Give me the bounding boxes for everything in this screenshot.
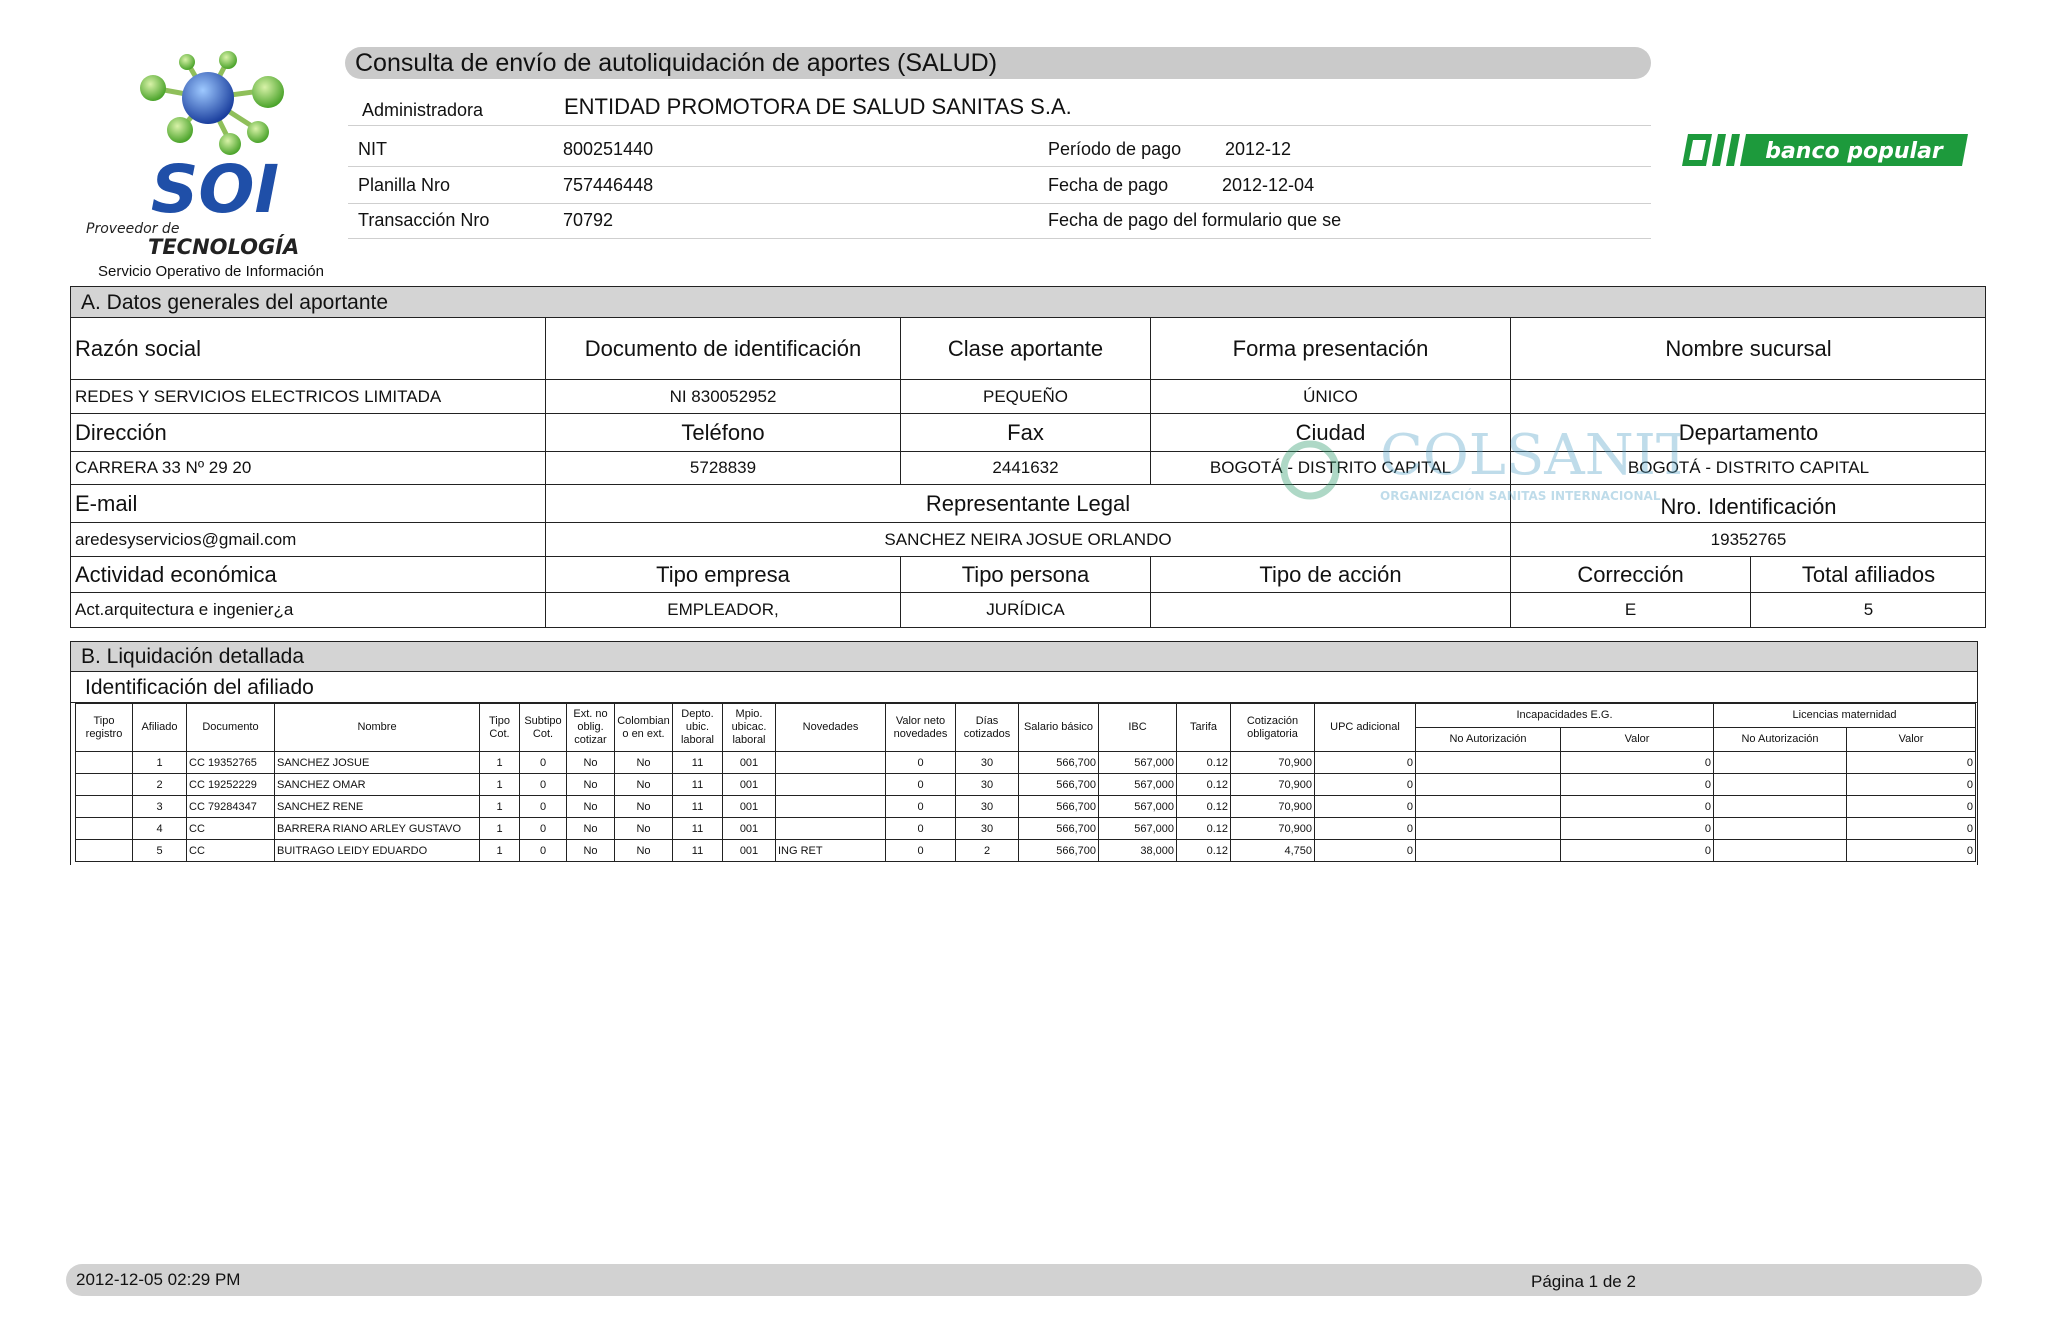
- value-nombre-sucursal: [1511, 380, 1986, 414]
- label-direccion: Dirección: [71, 414, 546, 452]
- soi-caption: Servicio Operativo de Información: [98, 263, 324, 280]
- cell-mpio: 001: [723, 818, 776, 840]
- col-afiliado: Afiliado: [133, 704, 187, 752]
- col-tarifa: Tarifa: [1177, 704, 1231, 752]
- cell-depto: 11: [673, 752, 723, 774]
- section-a-general-data: [70, 286, 1986, 628]
- cell-valor-neto: 0: [886, 774, 956, 796]
- cell-tarifa: 0.12: [1177, 818, 1231, 840]
- table-row: [76, 796, 1976, 818]
- administradora-value: ENTIDAD PROMOTORA DE SALUD SANITAS S.A.: [564, 94, 1072, 119]
- cell-valor-neto: 0: [886, 818, 956, 840]
- periodo-value: 2012-12: [1225, 139, 1292, 159]
- label-departamento: Departamento: [1511, 414, 1986, 452]
- col-tipo-registro: Tipo registro: [76, 704, 133, 752]
- cell-tarifa: 0.12: [1177, 840, 1231, 862]
- cell-ibc: 567,000: [1099, 818, 1177, 840]
- nit-value: 800251440: [563, 139, 654, 159]
- cell-subtipo-cot: 0: [520, 796, 567, 818]
- administradora-label: Administradora: [362, 100, 484, 120]
- label-clase-aportante: Clase aportante: [901, 318, 1151, 380]
- cell-tarifa: 0.12: [1177, 752, 1231, 774]
- label-nro-identificacion: Nro. Identificación: [1511, 485, 1986, 523]
- cell-lic-no-autorizacion: [1714, 840, 1847, 862]
- cell-ext-no-oblig: No: [567, 818, 615, 840]
- nit-label: NIT: [358, 139, 387, 159]
- detalle-table-body: [76, 752, 1976, 862]
- col-inc-valor: Valor: [1561, 728, 1714, 752]
- footer-page-number: Página 1 de 2: [1531, 1272, 1636, 1291]
- cell-inc-valor: 0: [1561, 818, 1714, 840]
- section-a-title: A. Datos generales del aportante: [71, 287, 1985, 318]
- cell-novedades: [776, 752, 886, 774]
- value-forma-presentacion: ÚNICO: [1151, 380, 1511, 414]
- col-ext-no-oblig: Ext. no oblig. cotizar: [567, 704, 615, 752]
- cell-upc: 0: [1315, 796, 1416, 818]
- bank-text: banco popular: [1765, 139, 1943, 164]
- value-telefono: 5728839: [546, 452, 901, 485]
- col-subtipo-cot: Subtipo Cot.: [520, 704, 567, 752]
- label-tipo-empresa: Tipo empresa: [546, 557, 901, 593]
- cell-dias: 30: [956, 796, 1019, 818]
- cell-depto: 11: [673, 840, 723, 862]
- section-b-title: B. Liquidación detallada: [71, 642, 1977, 672]
- value-direccion: CARRERA 33 Nº 29 20: [71, 452, 546, 485]
- soi-logo: [80, 50, 350, 282]
- cell-upc: 0: [1315, 752, 1416, 774]
- value-actividad-economica: Act.arquitectura e ingenier¿a: [71, 593, 546, 627]
- cell-salario: 566,700: [1019, 818, 1099, 840]
- label-nombre-sucursal: Nombre sucursal: [1511, 318, 1986, 380]
- cell-mpio: 001: [723, 796, 776, 818]
- cell-upc: 0: [1315, 818, 1416, 840]
- cell-salario: 566,700: [1019, 796, 1099, 818]
- header-row-nit: [348, 131, 1651, 167]
- cell-nombre: BARRERA RIANO ARLEY GUSTAVO: [275, 818, 480, 840]
- table-row: [76, 752, 1976, 774]
- cell-cotizacion: 70,900: [1231, 818, 1315, 840]
- cell-tipo-cot: 1: [480, 752, 520, 774]
- cell-dias: 30: [956, 774, 1019, 796]
- periodo-label: Período de pago: [1048, 139, 1182, 159]
- label-telefono: Teléfono: [546, 414, 901, 452]
- cell-tipo-cot: 1: [480, 796, 520, 818]
- cell-upc: 0: [1315, 774, 1416, 796]
- cell-ext-no-oblig: No: [567, 774, 615, 796]
- value-tipo-accion: [1151, 593, 1511, 627]
- cell-ibc: 567,000: [1099, 752, 1177, 774]
- value-clase-aportante: PEQUEÑO: [901, 380, 1151, 414]
- cell-inc-no-autorizacion: [1416, 818, 1561, 840]
- cell-inc-valor: 0: [1561, 796, 1714, 818]
- value-nro-identificacion: 19352765: [1511, 523, 1986, 557]
- value-representante-legal: SANCHEZ NEIRA JOSUE ORLANDO: [546, 523, 1511, 557]
- cell-lic-valor: 0: [1847, 840, 1976, 862]
- detalle-table: [75, 703, 1976, 862]
- cell-colombiano-ext: No: [615, 818, 673, 840]
- watermark-subtext: ORGANIZACIÓN SANITAS INTERNACIONAL: [1380, 489, 1661, 503]
- col-mpio: Mpio. ubicac. laboral: [723, 704, 776, 752]
- cell-dias: 30: [956, 752, 1019, 774]
- cell-tipo-registro: [76, 774, 133, 796]
- value-total-afiliados: 5: [1863, 600, 1874, 619]
- cell-depto: 11: [673, 818, 723, 840]
- cell-ibc: 38,000: [1099, 840, 1177, 862]
- fecha-form-label: Fecha de pago del formulario que se: [1048, 210, 1342, 230]
- section-b-subtitle: Identificación del afiliado: [71, 672, 1977, 703]
- cell-dias: 30: [956, 818, 1019, 840]
- cell-inc-valor: 0: [1561, 752, 1714, 774]
- cell-ext-no-oblig: No: [567, 840, 615, 862]
- col-inc-no-autorizacion: No Autorización: [1416, 728, 1561, 752]
- cell-salario: 566,700: [1019, 774, 1099, 796]
- label-correccion: Corrección: [1511, 557, 1751, 593]
- cell-tipo-cot: 1: [480, 774, 520, 796]
- label-fax: Fax: [901, 414, 1151, 452]
- col-lic-no-autorizacion: No Autorización: [1714, 728, 1847, 752]
- col-group-incapacidades: Incapacidades E.G.: [1416, 704, 1714, 728]
- cell-afiliado: 1: [133, 752, 187, 774]
- value-ciudad: BOGOTÁ - DISTRITO CAPITAL: [1151, 452, 1511, 485]
- cell-salario: 566,700: [1019, 840, 1099, 862]
- colsanitas-watermark-icon: [1280, 412, 1680, 512]
- cell-lic-no-autorizacion: [1714, 774, 1847, 796]
- cell-lic-no-autorizacion: [1714, 752, 1847, 774]
- cell-subtipo-cot: 0: [520, 818, 567, 840]
- value-documento: NI 830052952: [546, 380, 901, 414]
- cell-documento: CC: [187, 818, 275, 840]
- col-upc: UPC adicional: [1315, 704, 1416, 752]
- col-salario: Salario básico: [1019, 704, 1099, 752]
- header-row-planilla: [348, 168, 1651, 204]
- cell-ibc: 567,000: [1099, 774, 1177, 796]
- cell-depto: 11: [673, 796, 723, 818]
- cell-ext-no-oblig: No: [567, 752, 615, 774]
- label-forma-presentacion: Forma presentación: [1151, 318, 1511, 380]
- cell-nombre: SANCHEZ OMAR: [275, 774, 480, 796]
- fecha-value: 2012-12-04: [1222, 175, 1315, 195]
- cell-documento: CC 19352765: [187, 752, 275, 774]
- cell-tarifa: 0.12: [1177, 774, 1231, 796]
- label-actividad-economica: Actividad económica: [71, 557, 546, 593]
- cell-ext-no-oblig: No: [567, 796, 615, 818]
- value-tipo-empresa: EMPLEADOR,: [546, 593, 901, 627]
- cell-tarifa: 0.12: [1177, 796, 1231, 818]
- label-ciudad: Ciudad: [1151, 414, 1511, 452]
- cell-cotizacion: 70,900: [1231, 774, 1315, 796]
- cell-salario: 566,700: [1019, 752, 1099, 774]
- col-depto: Depto. ubic. laboral: [673, 704, 723, 752]
- col-lic-valor: Valor: [1847, 728, 1976, 752]
- soi-molecule-icon: [80, 50, 350, 265]
- cell-nombre: BUITRAGO LEIDY EDUARDO: [275, 840, 480, 862]
- cell-afiliado: 4: [133, 818, 187, 840]
- cell-subtipo-cot: 0: [520, 752, 567, 774]
- cell-inc-valor: 0: [1561, 774, 1714, 796]
- cell-afiliado: 5: [133, 840, 187, 862]
- planilla-value: 757446448: [563, 175, 654, 195]
- label-tipo-persona: Tipo persona: [901, 557, 1151, 593]
- value-departamento: BOGOTÁ - DISTRITO CAPITAL: [1511, 452, 1986, 485]
- cell-colombiano-ext: No: [615, 774, 673, 796]
- header-row-transaccion: [348, 204, 1651, 239]
- cell-colombiano-ext: No: [615, 752, 673, 774]
- cell-inc-valor: 0: [1561, 840, 1714, 862]
- cell-depto: 11: [673, 774, 723, 796]
- cell-tipo-registro: [76, 752, 133, 774]
- cell-colombiano-ext: No: [615, 796, 673, 818]
- fecha-label: Fecha de pago: [1048, 175, 1169, 195]
- cell-mpio: 001: [723, 840, 776, 862]
- col-tipo-cot: Tipo Cot.: [480, 704, 520, 752]
- page-title: Consulta de envío de autoliquidación de aportes (SALUD): [345, 47, 1651, 79]
- label-email: E-mail: [71, 485, 546, 523]
- section-b-liquidacion: [70, 641, 1978, 865]
- cell-cotizacion: 70,900: [1231, 796, 1315, 818]
- col-dias: Días cotizados: [956, 704, 1019, 752]
- cell-dias: 2: [956, 840, 1019, 862]
- table-row: [76, 774, 1976, 796]
- col-colombiano-ext: Colombian o en ext.: [615, 704, 673, 752]
- table-row: [76, 818, 1976, 840]
- value-razon-social: REDES Y SERVICIOS ELECTRICOS LIMITADA: [71, 380, 546, 414]
- table-row: [76, 840, 1976, 862]
- col-novedades: Novedades: [776, 704, 886, 752]
- cell-valor-neto: 0: [886, 752, 956, 774]
- cell-subtipo-cot: 0: [520, 774, 567, 796]
- cell-tipo-registro: [76, 796, 133, 818]
- cell-tipo-registro: [76, 840, 133, 862]
- value-email[interactable]: aredesyservicios@gmail.com: [71, 523, 546, 557]
- banco-popular-logo: [1680, 132, 1970, 168]
- cell-colombiano-ext: No: [615, 840, 673, 862]
- cell-inc-no-autorizacion: [1416, 840, 1561, 862]
- value-tipo-persona: JURÍDICA: [901, 593, 1151, 627]
- label-tipo-accion: Tipo de acción: [1151, 557, 1511, 593]
- cell-afiliado: 3: [133, 796, 187, 818]
- label-representante-legal: Representante Legal: [546, 485, 1511, 523]
- cell-documento: CC: [187, 840, 275, 862]
- cell-lic-no-autorizacion: [1714, 796, 1847, 818]
- cell-cotizacion: 4,750: [1231, 840, 1315, 862]
- cell-afiliado: 2: [133, 774, 187, 796]
- col-nombre: Nombre: [275, 704, 480, 752]
- cell-nombre: SANCHEZ JOSUE: [275, 752, 480, 774]
- col-documento: Documento: [187, 704, 275, 752]
- cell-subtipo-cot: 0: [520, 840, 567, 862]
- col-cotizacion: Cotización obligatoria: [1231, 704, 1315, 752]
- proveedor-text: Proveedor de: [86, 221, 180, 237]
- cell-lic-valor: 0: [1847, 796, 1976, 818]
- banco-popular-icon: [1680, 132, 1970, 168]
- cell-lic-no-autorizacion: [1714, 818, 1847, 840]
- colsanitas-watermark: [1280, 412, 1680, 512]
- transaccion-label: Transacción Nro: [358, 210, 490, 230]
- cell-valor-neto: 0: [886, 840, 956, 862]
- cell-lic-valor: 0: [1847, 752, 1976, 774]
- label-total-afiliados: Total afiliados: [1751, 557, 1986, 593]
- transaccion-value: 70792: [563, 210, 614, 230]
- header-row-administradora: [348, 90, 1651, 126]
- col-group-licencias: Licencias maternidad: [1714, 704, 1976, 728]
- cell-tipo-cot: 1: [480, 840, 520, 862]
- cell-mpio: 001: [723, 774, 776, 796]
- cell-novedades: [776, 774, 886, 796]
- cell-ibc: 567,000: [1099, 796, 1177, 818]
- label-documento: Documento de identificación: [546, 318, 901, 380]
- value-correccion: E: [1511, 593, 1751, 627]
- cell-novedades: [776, 796, 886, 818]
- value-fax: 2441632: [901, 452, 1151, 485]
- cell-inc-no-autorizacion: [1416, 774, 1561, 796]
- col-valor-neto: Valor neto novedades: [886, 704, 956, 752]
- cell-upc: 0: [1315, 840, 1416, 862]
- cell-documento: CC 19252229: [187, 774, 275, 796]
- footer-timestamp: 2012-12-05 02:29 PM: [76, 1270, 241, 1289]
- cell-inc-no-autorizacion: [1416, 796, 1561, 818]
- label-razon-social: Razón social: [71, 318, 546, 380]
- cell-lic-valor: 0: [1847, 818, 1976, 840]
- planilla-label: Planilla Nro: [358, 175, 451, 195]
- cell-cotizacion: 70,900: [1231, 752, 1315, 774]
- cell-nombre: SANCHEZ RENE: [275, 796, 480, 818]
- cell-lic-valor: 0: [1847, 774, 1976, 796]
- watermark-text: COLSANIT: [1380, 423, 1680, 488]
- cell-mpio: 001: [723, 752, 776, 774]
- cell-valor-neto: 0: [886, 796, 956, 818]
- tecnologia-text: TECNOLOGÍA: [148, 235, 300, 259]
- page-footer: [66, 1264, 1982, 1296]
- soi-text: SOI: [150, 151, 280, 228]
- col-ibc: IBC: [1099, 704, 1177, 752]
- cell-inc-no-autorizacion: [1416, 752, 1561, 774]
- cell-tipo-registro: [76, 818, 133, 840]
- cell-documento: CC 79284347: [187, 796, 275, 818]
- cell-tipo-cot: 1: [480, 818, 520, 840]
- cell-novedades: ING RET: [776, 840, 886, 862]
- cell-novedades: [776, 818, 886, 840]
